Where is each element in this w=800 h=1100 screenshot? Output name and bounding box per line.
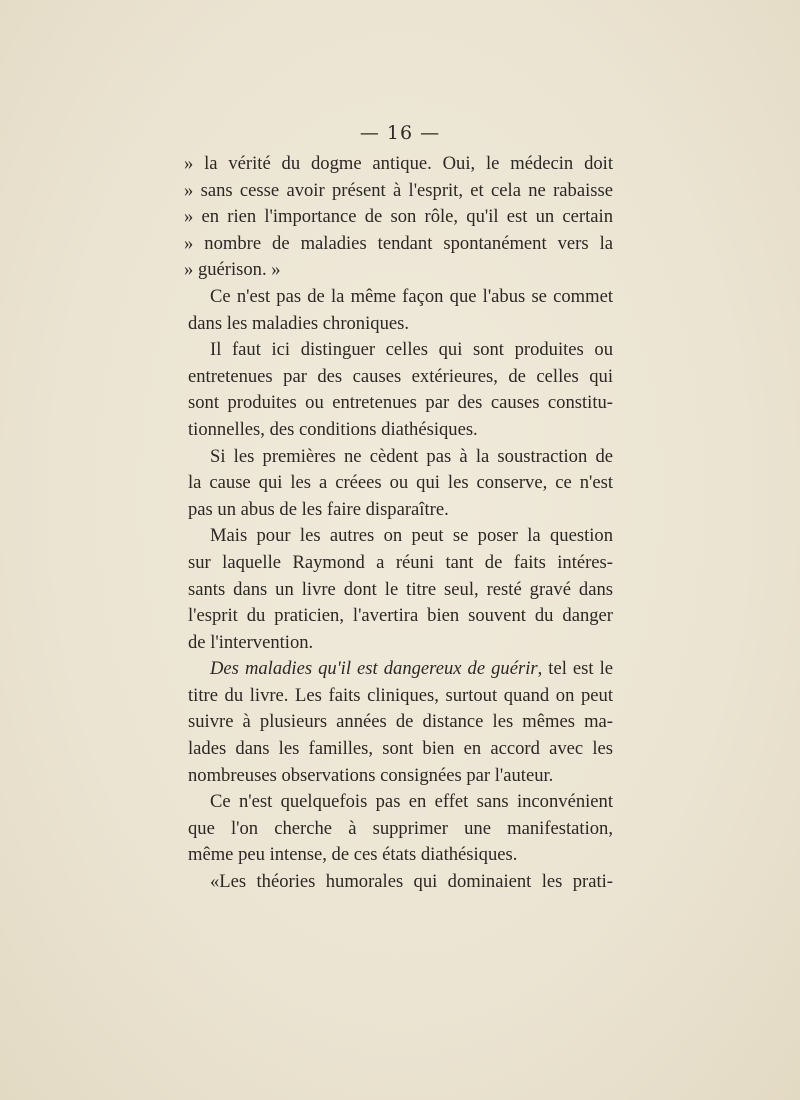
text-line-content: entretenues par des causes extérieures, de celles qui [188,365,613,387]
text-line [188,630,613,657]
text-line [188,736,613,763]
text-line-content: Si les premières ne cèdent pas à la soustraction de [210,445,613,467]
text-line-content: de l'intervention. [188,631,314,653]
text-line [188,364,613,391]
text-line-content: Il faut ici distinguer celles qui sont produites ou [210,339,613,361]
text-line [188,656,613,683]
text-line-content: lades dans les familles, sont bien en accord avec les [188,738,613,760]
text-line [188,550,613,577]
text-line-content: Ce n'est quelquefois pas en effet sans inconvénient [210,791,613,813]
text-line-content: tionnelles, des conditions diathésiques. [188,418,478,440]
text-line [188,816,613,843]
text-line [188,763,613,790]
text-line-content: nombreuses observations consignées par l'auteur. [188,764,554,786]
text-line [188,470,613,497]
text-line-content: » sans cesse avoir présent à l'esprit, et cela ne rabaisse [184,179,613,201]
text-line-content: même peu intense, de ces états diathésiques. [188,844,518,866]
text-line-content: pas un abus de les faire disparaître. [188,498,449,520]
body-text [184,151,613,896]
book-title: Des maladies qu'il est dangereux de guérir [210,658,538,680]
text-line-content: titre du livre. Les faits cliniques, surtout quand on peut [188,684,613,706]
text-line [188,683,613,710]
text-line [188,709,613,736]
page-number: — 16 — [359,122,441,144]
text-line [188,390,613,417]
text-line-content: » nombre de maladies tendant spontanément vers la [184,232,613,254]
text-line-content: » guérison. » [184,259,281,281]
text-line-content: sont produites ou entretenues par des causes constitu- [188,392,613,414]
text-line-content: «Les théories humorales qui dominaient les prati- [210,871,613,893]
text-line [188,337,613,364]
text-line-content: sur laquelle Raymond a réuni tant de faits intéres- [188,551,613,573]
text-line [188,417,613,444]
text-line-content: que l'on cherche à supprimer une manifestation, [188,817,613,839]
text-line [184,178,613,205]
text-line [184,204,613,231]
text-line [188,311,613,338]
text-line-content: » la vérité du dogme antique. Oui, le médecin doit [184,153,613,174]
text-line-content: , tel est le [537,658,613,680]
text-line [184,231,613,258]
text-line [188,577,613,604]
text-line [188,497,613,524]
text-line [188,789,613,816]
text-line-content: » en rien l'importance de son rôle, qu'il est un certain [184,206,613,228]
text-line-content: Ce n'est pas de la même façon que l'abus se commet [210,285,613,307]
text-line [188,603,613,630]
text-line [188,869,613,896]
text-line-content: suivre à plusieurs années de distance les mêmes ma- [188,711,613,733]
text-line [184,151,613,178]
text-line-content: Mais pour les autres on peut se poser la question [210,525,613,547]
text-line [188,842,613,869]
text-line-content: l'esprit du praticien, l'avertira bien souvent du danger [188,605,613,627]
text-line [188,284,613,311]
text-line-content: la cause qui les a créees ou qui les conserve, ce n'est [188,472,613,494]
text-line-content: dans les maladies chroniques. [188,312,410,334]
text-line [188,444,613,471]
text-line [184,257,613,284]
text-line [188,523,613,550]
text-line-content: sants dans un livre dont le titre seul, resté gravé dans [188,578,613,600]
